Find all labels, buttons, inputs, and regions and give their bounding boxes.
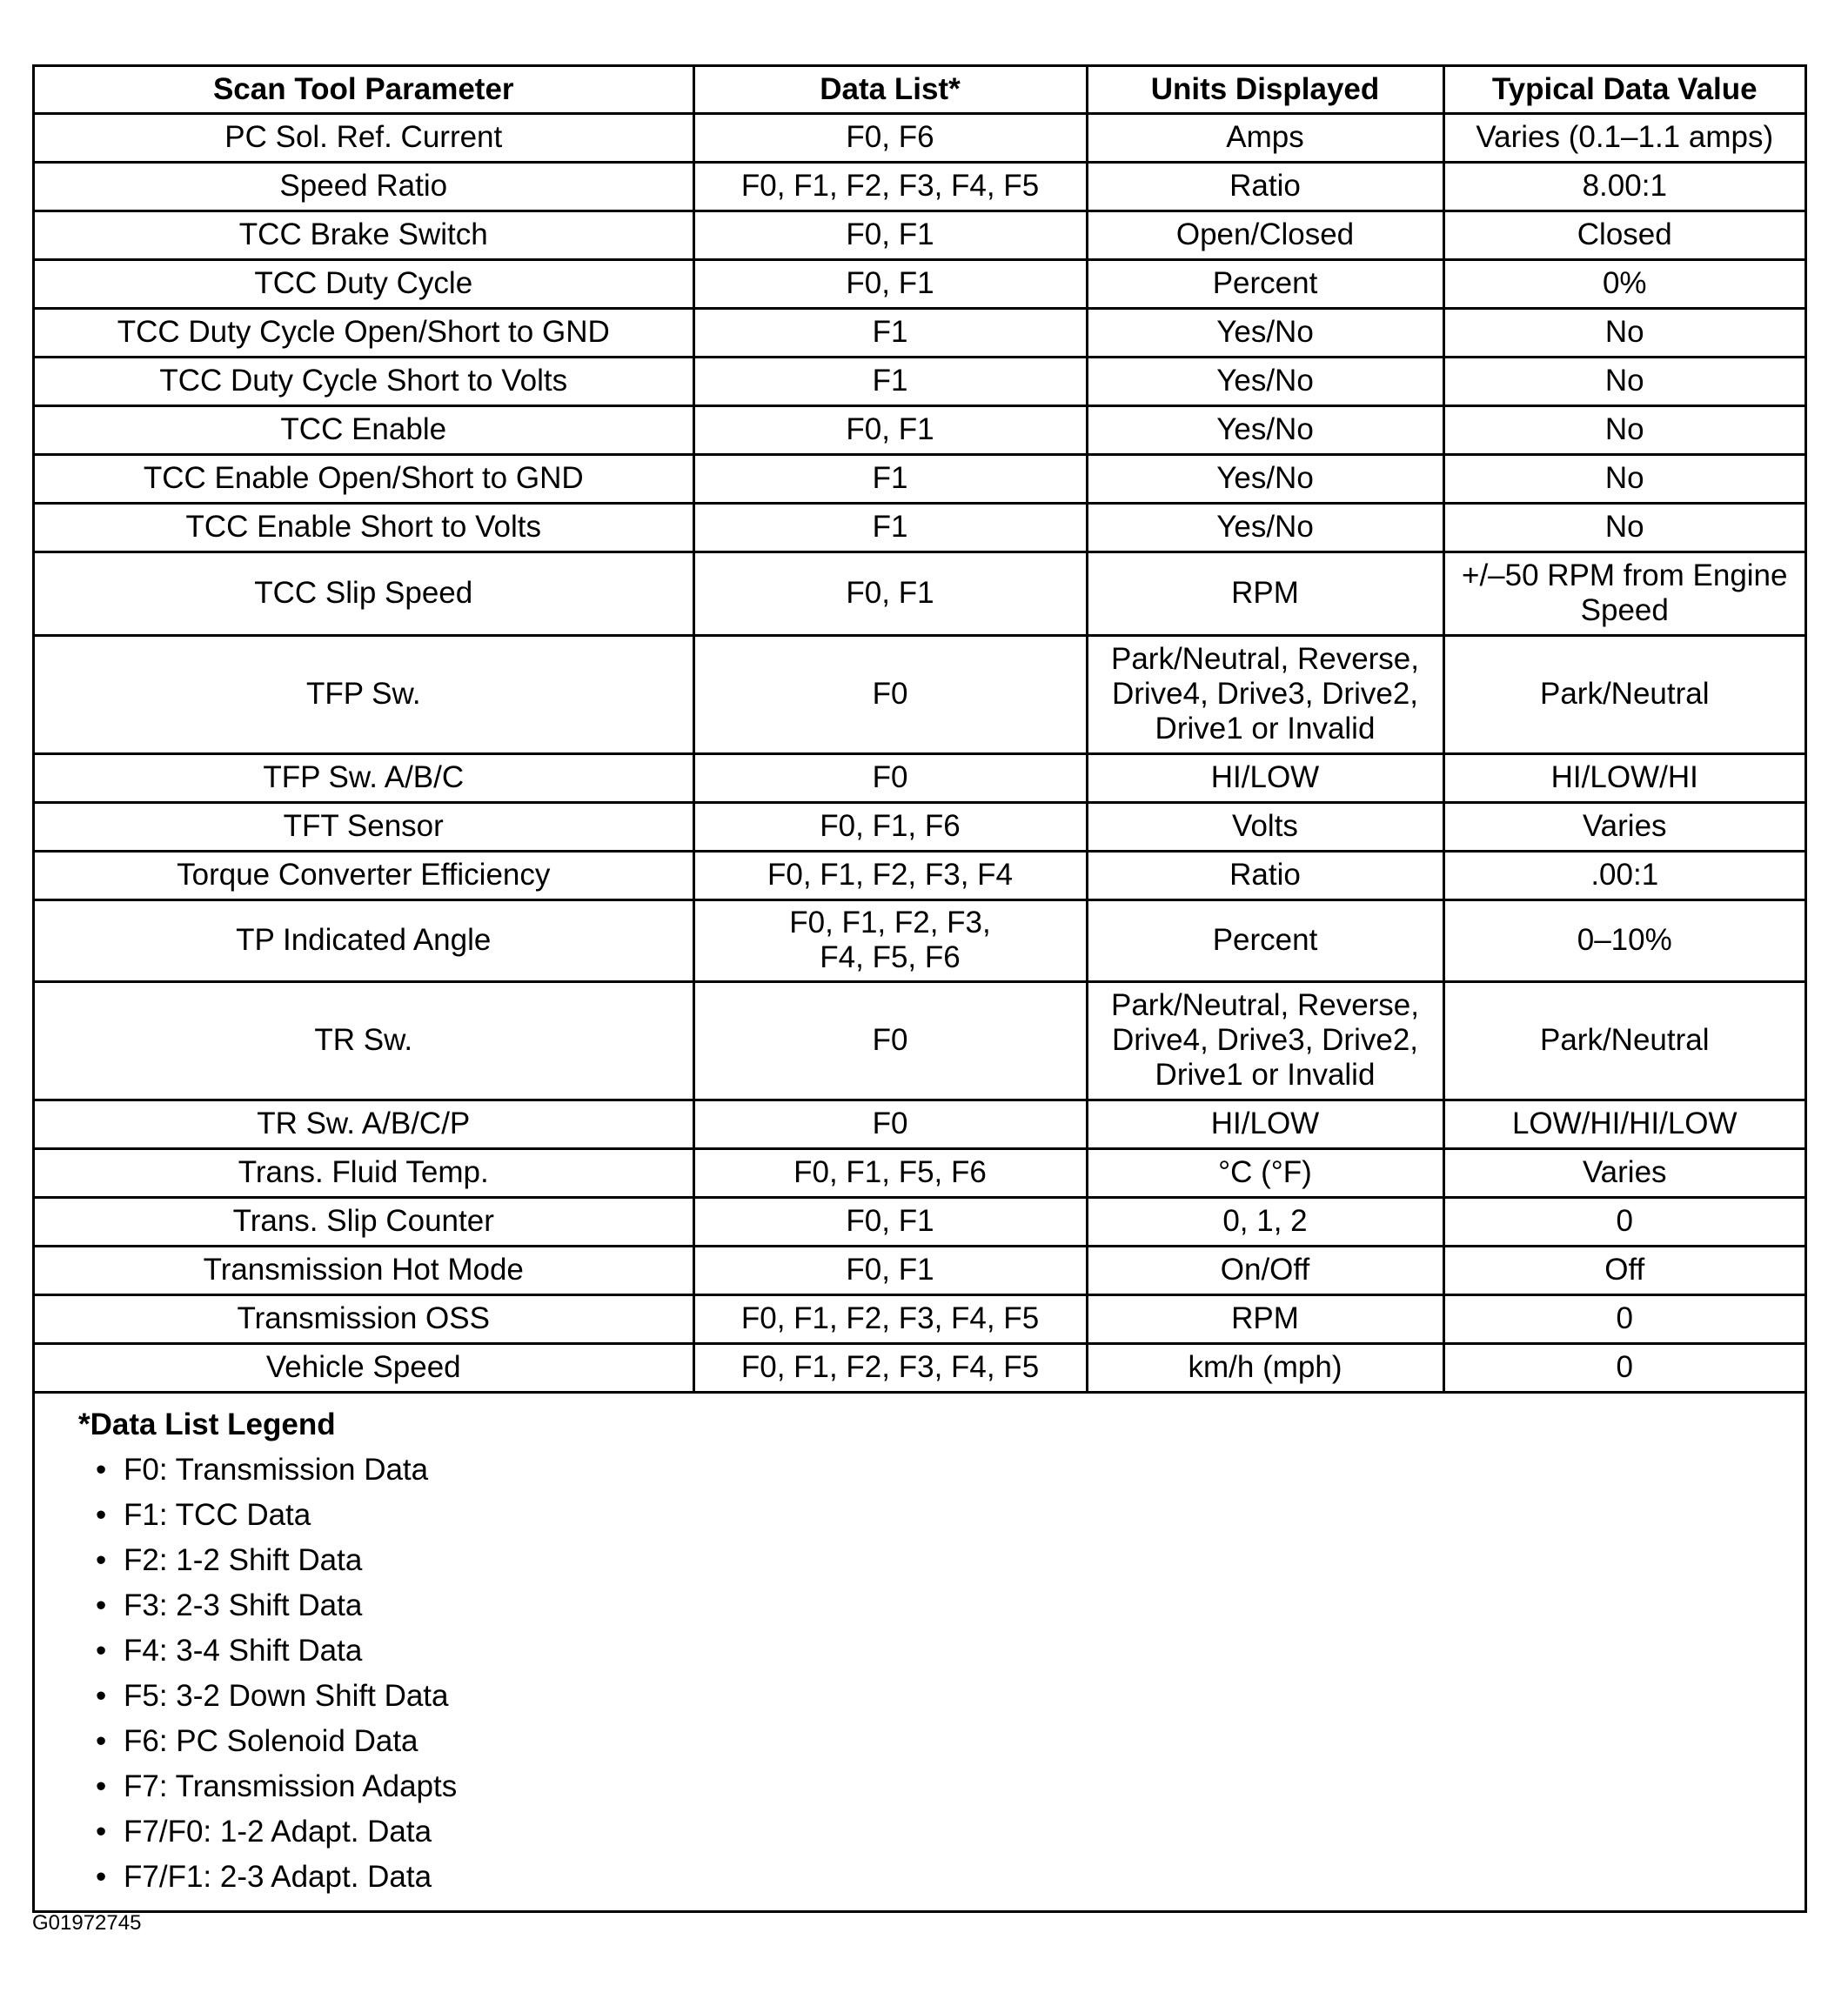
- cell-parameter: Vehicle Speed: [35, 1343, 693, 1392]
- cell-units: 0, 1, 2: [1087, 1197, 1443, 1246]
- bullet-icon: •: [96, 1542, 107, 1577]
- cell-typical-value: 0–10%: [1443, 899, 1804, 981]
- cell-parameter: Torque Converter Efficiency: [35, 851, 693, 899]
- cell-data-list: F1: [693, 503, 1087, 552]
- cell-units: RPM: [1087, 552, 1443, 635]
- legend-item: [96, 1674, 1804, 1719]
- legend-item-text: F7: Transmission Adapts: [124, 1769, 458, 1803]
- table-row: [35, 1294, 1804, 1343]
- cell-parameter: Transmission Hot Mode: [35, 1246, 693, 1294]
- table-row: [35, 899, 1804, 981]
- table-row: [35, 454, 1804, 503]
- table-row: [35, 802, 1804, 851]
- cell-parameter: Trans. Fluid Temp.: [35, 1148, 693, 1197]
- cell-parameter: TFP Sw. A/B/C: [35, 753, 693, 802]
- cell-typical-value: 0: [1443, 1197, 1804, 1246]
- table-row: [35, 1246, 1804, 1294]
- cell-typical-value: +/–50 RPM from Engine Speed: [1443, 552, 1804, 635]
- cell-typical-value: 0: [1443, 1343, 1804, 1392]
- header-typical-data-value: Typical Data Value: [1443, 67, 1804, 113]
- cell-typical-value: 0%: [1443, 259, 1804, 308]
- data-table-frame: [32, 64, 1807, 1913]
- cell-parameter: TCC Duty Cycle: [35, 259, 693, 308]
- cell-parameter: TFP Sw.: [35, 635, 693, 753]
- bullet-icon: •: [96, 1452, 107, 1487]
- legend-title: *Data List Legend: [78, 1407, 336, 1441]
- legend-item-text: F1: TCC Data: [124, 1497, 311, 1532]
- legend-item: [96, 1493, 1804, 1538]
- cell-parameter: TCC Duty Cycle Short to Volts: [35, 357, 693, 405]
- cell-units: Ratio: [1087, 851, 1443, 899]
- table-row: [35, 1148, 1804, 1197]
- cell-parameter: TP Indicated Angle: [35, 899, 693, 981]
- cell-data-list: F0: [693, 635, 1087, 753]
- table-row: [35, 1197, 1804, 1246]
- cell-units: Yes/No: [1087, 454, 1443, 503]
- cell-parameter: TCC Slip Speed: [35, 552, 693, 635]
- table-row: [35, 259, 1804, 308]
- cell-typical-value: No: [1443, 308, 1804, 357]
- cell-units: Yes/No: [1087, 405, 1443, 454]
- cell-parameter: Transmission OSS: [35, 1294, 693, 1343]
- cell-parameter: TCC Enable Short to Volts: [35, 503, 693, 552]
- legend-item-text: F5: 3-2 Down Shift Data: [124, 1678, 449, 1713]
- cell-units: Park/Neutral, Reverse, Drive4, Drive3, Drive2, Drive1 or Invalid: [1087, 635, 1443, 753]
- bullet-icon: •: [96, 1769, 107, 1803]
- cell-data-list: F0, F1: [693, 211, 1087, 259]
- cell-units: Percent: [1087, 899, 1443, 981]
- bullet-icon: •: [96, 1723, 107, 1758]
- cell-data-list: F0, F1: [693, 259, 1087, 308]
- cell-data-list: F0, F1: [693, 1197, 1087, 1246]
- cell-typical-value: Park/Neutral: [1443, 635, 1804, 753]
- cell-parameter: Speed Ratio: [35, 162, 693, 211]
- cell-units: km/h (mph): [1087, 1343, 1443, 1392]
- bullet-icon: •: [96, 1588, 107, 1622]
- legend-item: [96, 1719, 1804, 1764]
- legend-item: [96, 1764, 1804, 1809]
- cell-data-list: F0, F6: [693, 113, 1087, 162]
- table-row: [35, 357, 1804, 405]
- cell-typical-value: LOW/HI/HI/LOW: [1443, 1100, 1804, 1148]
- cell-typical-value: No: [1443, 454, 1804, 503]
- cell-data-list: F0: [693, 981, 1087, 1100]
- cell-data-list: F0, F1, F2, F3, F4, F5: [693, 1343, 1087, 1392]
- bullet-icon: •: [96, 1633, 107, 1668]
- cell-typical-value: Varies (0.1–1.1 amps): [1443, 113, 1804, 162]
- cell-data-list: F1: [693, 357, 1087, 405]
- bullet-icon: •: [96, 1497, 107, 1532]
- legend-item-text: F2: 1-2 Shift Data: [124, 1542, 363, 1577]
- cell-typical-value: 8.00:1: [1443, 162, 1804, 211]
- cell-data-list: F0, F1, F6: [693, 802, 1087, 851]
- cell-parameter: TFT Sensor: [35, 802, 693, 851]
- cell-units: Volts: [1087, 802, 1443, 851]
- table-row: [35, 753, 1804, 802]
- cell-typical-value: No: [1443, 357, 1804, 405]
- figure-code: G01972745: [32, 1911, 142, 1935]
- cell-parameter: TCC Brake Switch: [35, 211, 693, 259]
- cell-typical-value: Varies: [1443, 802, 1804, 851]
- cell-typical-value: No: [1443, 405, 1804, 454]
- cell-data-list: F1: [693, 308, 1087, 357]
- legend-list: [78, 1448, 1804, 1900]
- bullet-icon: •: [96, 1678, 107, 1713]
- legend-item: [96, 1448, 1804, 1493]
- table-row: [35, 552, 1804, 635]
- legend-item: [96, 1855, 1804, 1900]
- cell-data-list: F0, F1, F2, F3, F4, F5, F6: [693, 899, 1087, 981]
- cell-units: Yes/No: [1087, 357, 1443, 405]
- cell-units: Ratio: [1087, 162, 1443, 211]
- cell-data-list: F1: [693, 454, 1087, 503]
- table-row: [35, 113, 1804, 162]
- legend-item: [96, 1809, 1804, 1855]
- cell-units: Yes/No: [1087, 308, 1443, 357]
- cell-typical-value: Closed: [1443, 211, 1804, 259]
- cell-data-list: F0, F1, F2, F3, F4, F5: [693, 1294, 1087, 1343]
- table-row: [35, 405, 1804, 454]
- cell-parameter: PC Sol. Ref. Current: [35, 113, 693, 162]
- cell-parameter: Trans. Slip Counter: [35, 1197, 693, 1246]
- cell-data-list: F0, F1, F2, F3, F4: [693, 851, 1087, 899]
- legend-item-text: F4: 3-4 Shift Data: [124, 1633, 363, 1668]
- legend-item-text: F0: Transmission Data: [124, 1452, 429, 1487]
- cell-data-list: F0, F1, F2, F3, F4, F5: [693, 162, 1087, 211]
- cell-parameter: TCC Duty Cycle Open/Short to GND: [35, 308, 693, 357]
- bullet-icon: •: [96, 1814, 107, 1849]
- cell-typical-value: 0: [1443, 1294, 1804, 1343]
- legend-item: [96, 1628, 1804, 1674]
- legend-item: [96, 1583, 1804, 1628]
- scan-tool-parameter-table: [35, 67, 1804, 1394]
- cell-typical-value: HI/LOW/HI: [1443, 753, 1804, 802]
- cell-typical-value: Park/Neutral: [1443, 981, 1804, 1100]
- legend-item: [96, 1538, 1804, 1583]
- table-header-row: [35, 67, 1804, 113]
- table-row: [35, 1100, 1804, 1148]
- cell-units: Open/Closed: [1087, 211, 1443, 259]
- cell-units: On/Off: [1087, 1246, 1443, 1294]
- header-units-displayed: Units Displayed: [1087, 67, 1443, 113]
- cell-parameter: TCC Enable Open/Short to GND: [35, 454, 693, 503]
- cell-units: HI/LOW: [1087, 1100, 1443, 1148]
- cell-parameter: TCC Enable: [35, 405, 693, 454]
- cell-units: Park/Neutral, Reverse, Drive4, Drive3, Drive2, Drive1 or Invalid: [1087, 981, 1443, 1100]
- header-scan-tool-parameter: Scan Tool Parameter: [35, 67, 693, 113]
- table-row: [35, 981, 1804, 1100]
- table-row: [35, 211, 1804, 259]
- data-list-legend: [35, 1394, 1804, 1910]
- cell-data-list: F0, F1, F5, F6: [693, 1148, 1087, 1197]
- cell-units: Percent: [1087, 259, 1443, 308]
- legend-item-text: F6: PC Solenoid Data: [124, 1723, 418, 1758]
- cell-typical-value: Off: [1443, 1246, 1804, 1294]
- cell-units: Amps: [1087, 113, 1443, 162]
- header-data-list: Data List*: [693, 67, 1087, 113]
- cell-units: Yes/No: [1087, 503, 1443, 552]
- table-row: [35, 162, 1804, 211]
- cell-parameter: TR Sw.: [35, 981, 693, 1100]
- table-row: [35, 503, 1804, 552]
- cell-typical-value: Varies: [1443, 1148, 1804, 1197]
- table-row: [35, 308, 1804, 357]
- cell-units: RPM: [1087, 1294, 1443, 1343]
- cell-data-list: F0: [693, 753, 1087, 802]
- cell-typical-value: .00:1: [1443, 851, 1804, 899]
- cell-typical-value: No: [1443, 503, 1804, 552]
- cell-data-list: F0, F1: [693, 405, 1087, 454]
- table-row: [35, 635, 1804, 753]
- cell-data-list: F0: [693, 1100, 1087, 1148]
- bullet-icon: •: [96, 1859, 107, 1894]
- legend-item-text: F7/F1: 2-3 Adapt. Data: [124, 1859, 432, 1894]
- cell-units: HI/LOW: [1087, 753, 1443, 802]
- cell-parameter: TR Sw. A/B/C/P: [35, 1100, 693, 1148]
- cell-data-list: F0, F1: [693, 1246, 1087, 1294]
- cell-data-list: F0, F1: [693, 552, 1087, 635]
- table-row: [35, 1343, 1804, 1392]
- cell-units: °C (°F): [1087, 1148, 1443, 1197]
- legend-item-text: F7/F0: 1-2 Adapt. Data: [124, 1814, 432, 1849]
- table-row: [35, 851, 1804, 899]
- legend-item-text: F3: 2-3 Shift Data: [124, 1588, 363, 1622]
